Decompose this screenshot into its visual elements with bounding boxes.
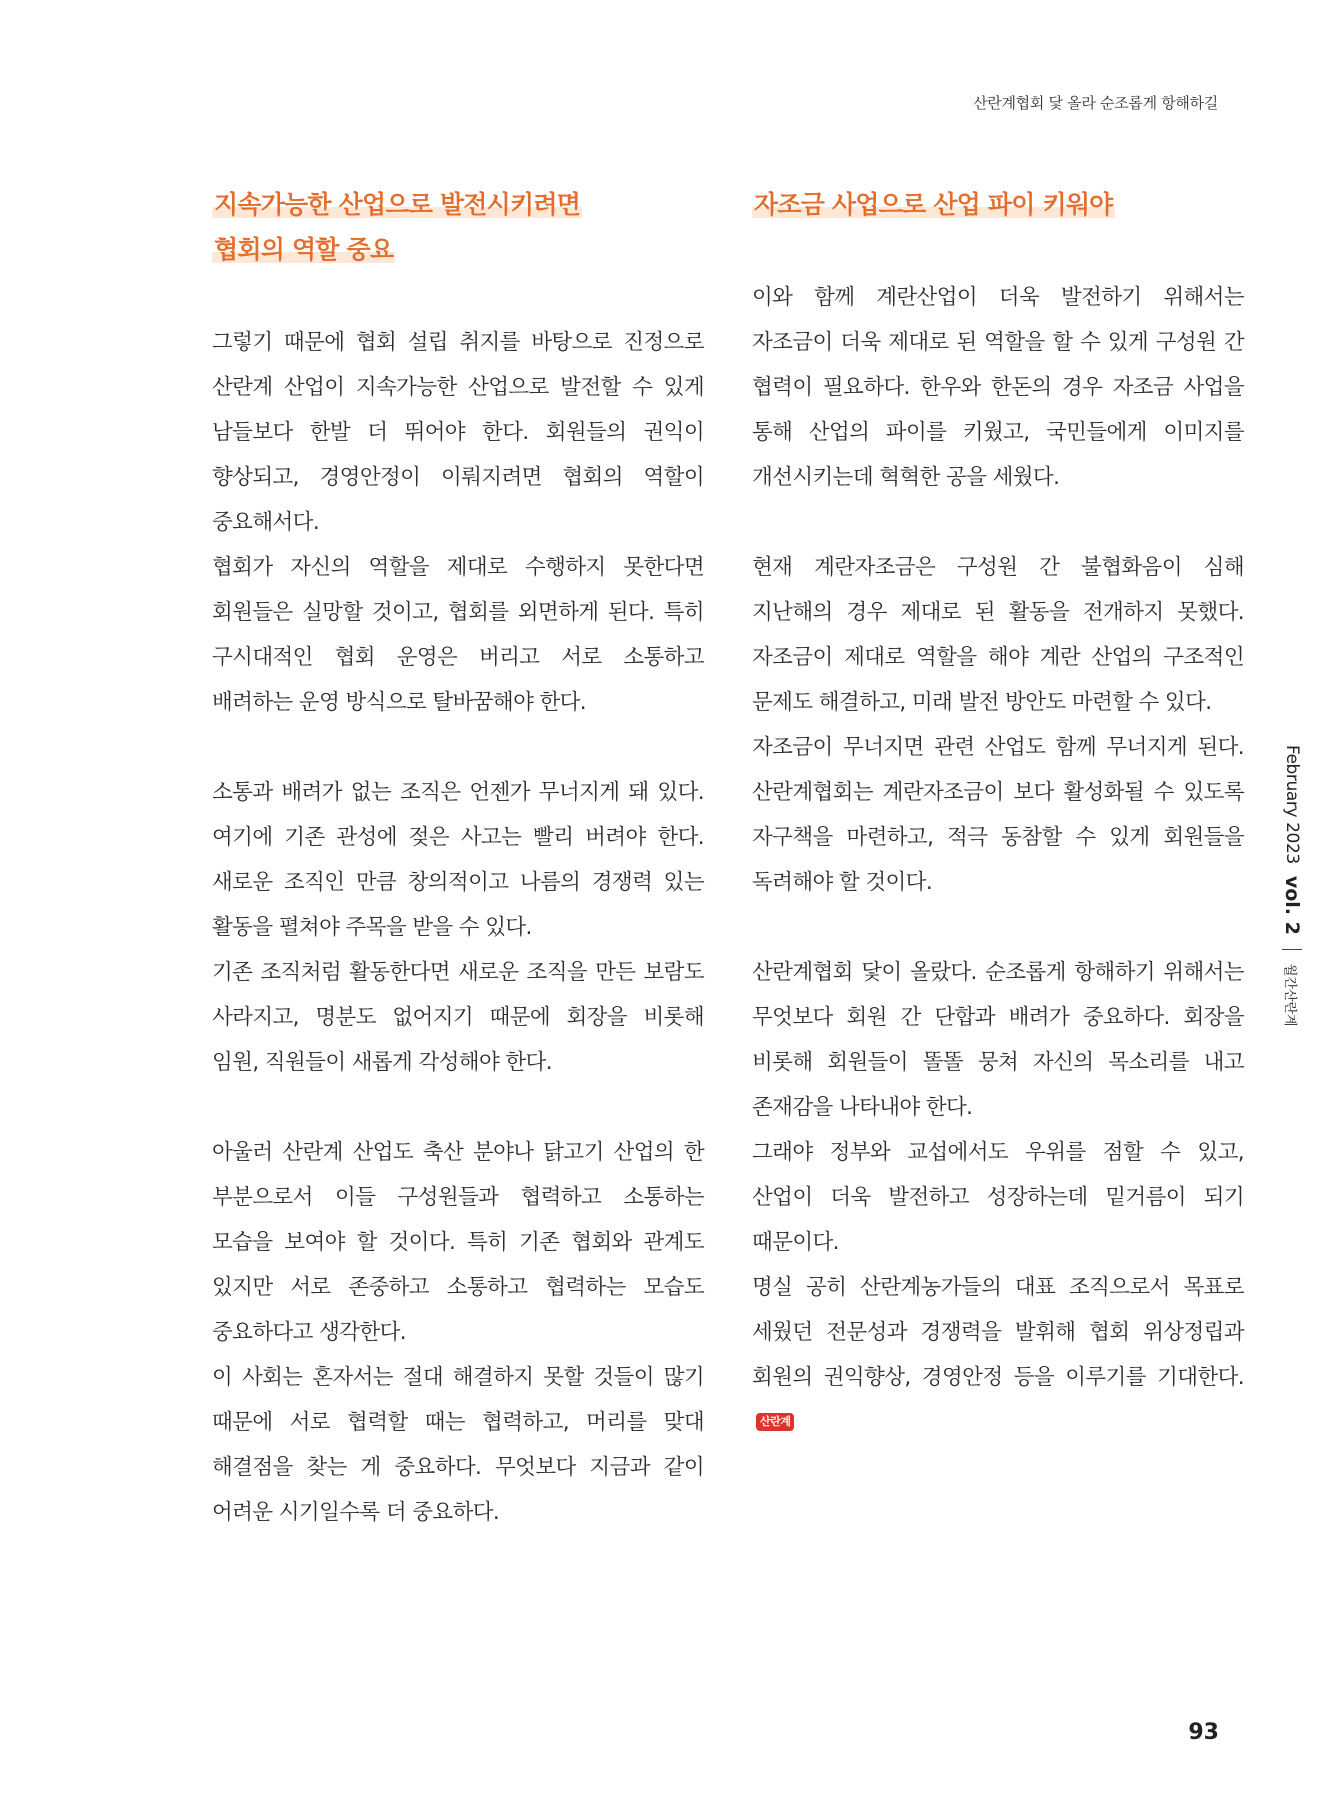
left-heading-line-1: 지속가능한 산업으로 발전시키려면 xyxy=(214,190,581,219)
left-body xyxy=(212,320,704,1535)
paragraph: 자조금이 무너지면 관련 산업도 함께 무너지게 된다. 산란계협회는 계란자조금이 보다 활성화될 수 있도록 자구책을 마련하고, 적극 동참할 수 있게 회원들을 독려해야 할 것이다. xyxy=(752,735,1244,895)
paragraph: 산란계협회 닻이 올랐다. 순조롭게 항해하기 위해서는 무엇보다 회원 간 단합과 배려가 중요하다. 회장을 비롯해 회원들이 똘똘 뭉쳐 자신의 목소리를 내고 존재감을 나타내야 한다. xyxy=(752,960,1244,1120)
paragraph: 아울러 산란계 산업도 축산 분야나 닭고기 산업의 한 부분으로서 이들 구성원들과 협력하고 소통하는 모습을 보여야 할 것이다. 특히 기존 협회와 관계도 있지만 서로 존중하고 소통하고 협력하는 모습도 중요하다고 생각한다. xyxy=(212,1140,704,1345)
paragraph: 그래야 정부와 교섭에서도 우위를 점할 수 있고, 산업이 더욱 발전하고 성장하는데 밑거름이 되기 때문이다. xyxy=(752,1140,1244,1255)
paragraph-gap xyxy=(212,1085,704,1130)
paragraph: 현재 계란자조금은 구성원 간 불협화음이 심해 지난해의 경우 제대로 된 활동을 전개하지 못했다. 자조금이 제대로 역할을 해야 계란 산업의 구조적인 문제도 해결하고, 미래 발전 방안도 마련할 수 있다. xyxy=(752,555,1244,715)
issue-volume: vol. 2 xyxy=(1281,875,1303,935)
paragraph-gap xyxy=(752,500,1244,545)
paragraph: 그렇기 때문에 협회 설립 취지를 바탕으로 진정으로 산란계 산업이 지속가능한 산업으로 발전할 수 있게 남들보다 한발 더 뛰어야 한다. 회원들의 권익이 향상되고, 경영안정이 이뤄지려면 협회의 역할이 중요해서다. xyxy=(212,330,704,535)
paragraph: 이와 함께 계란산업이 더욱 발전하기 위해서는 자조금이 더욱 제대로 된 역할을 할 수 있게 구성원 간 협력이 필요하다. 한우와 한돈의 경우 자조금 사업을 통해 산업의 파이를 키웠고, 국민들에게 이미지를 개선시키는데 혁혁한 공을 세웠다. xyxy=(752,285,1244,490)
running-header: 산란계협회 닻 올라 순조롭게 항해하길 xyxy=(973,94,1218,112)
paragraph: 이 사회는 혼자서는 절대 해결하지 못할 것들이 많기 때문에 서로 협력할 때는 협력하고, 머리를 맞대 해결점을 찾는 게 중요하다. 무엇보다 지금과 같이 어려운 시기일수록 더 중요하다. xyxy=(212,1365,704,1525)
paragraph-gap xyxy=(212,725,704,770)
right-section-heading xyxy=(752,182,1244,227)
right-body xyxy=(752,275,1244,1445)
paragraph-last xyxy=(752,1265,1244,1445)
magazine-name: 월간산란계 xyxy=(1282,963,1298,1027)
page-number: 93 xyxy=(1188,1720,1219,1745)
paragraph: 협회가 자신의 역할을 제대로 수행하지 못한다면 회원들은 실망할 것이고, 협회를 외면하게 된다. 특히 구시대적인 협회 운영은 버리고 서로 소통하고 배려하는 운영 방식으로 탈바꿈해야 한다. xyxy=(212,555,704,715)
left-heading-line-2: 협회의 역할 중요 xyxy=(214,235,394,264)
issue-month: February 2023 xyxy=(1282,745,1302,864)
side-tab-divider xyxy=(1282,949,1302,950)
paragraph: 소통과 배려가 없는 조직은 언젠가 무너지게 돼 있다. 여기에 기존 관성에 젖은 사고는 빨리 버려야 한다. 새로운 조직인 만큼 창의적이고 나름의 경쟁력 있는 활동을 펼쳐야 주목을 받을 수 있다. xyxy=(212,780,704,940)
side-tab xyxy=(1279,745,1305,1027)
right-heading-line-1: 자조금 사업으로 산업 파이 키워야 xyxy=(754,190,1113,219)
right-column xyxy=(752,182,1244,1445)
last-paragraph-text: 명실 공히 산란계농가들의 대표 조직으로서 목표로 세웠던 전문성과 경쟁력을 발휘해 협회 위상정립과 회원의 권익향상, 경영안정 등을 이루기를 기대한다. xyxy=(752,1275,1244,1390)
paragraph: 기존 조직처럼 활동한다면 새로운 조직을 만든 보람도 사라지고, 명분도 없어지기 때문에 회장을 비롯해 임원, 직원들이 새롭게 각성해야 한다. xyxy=(212,960,704,1075)
left-column xyxy=(212,182,704,1535)
paragraph-gap xyxy=(752,905,1244,950)
left-section-heading xyxy=(212,182,704,272)
end-mark-logo: 산란계 xyxy=(756,1413,794,1431)
